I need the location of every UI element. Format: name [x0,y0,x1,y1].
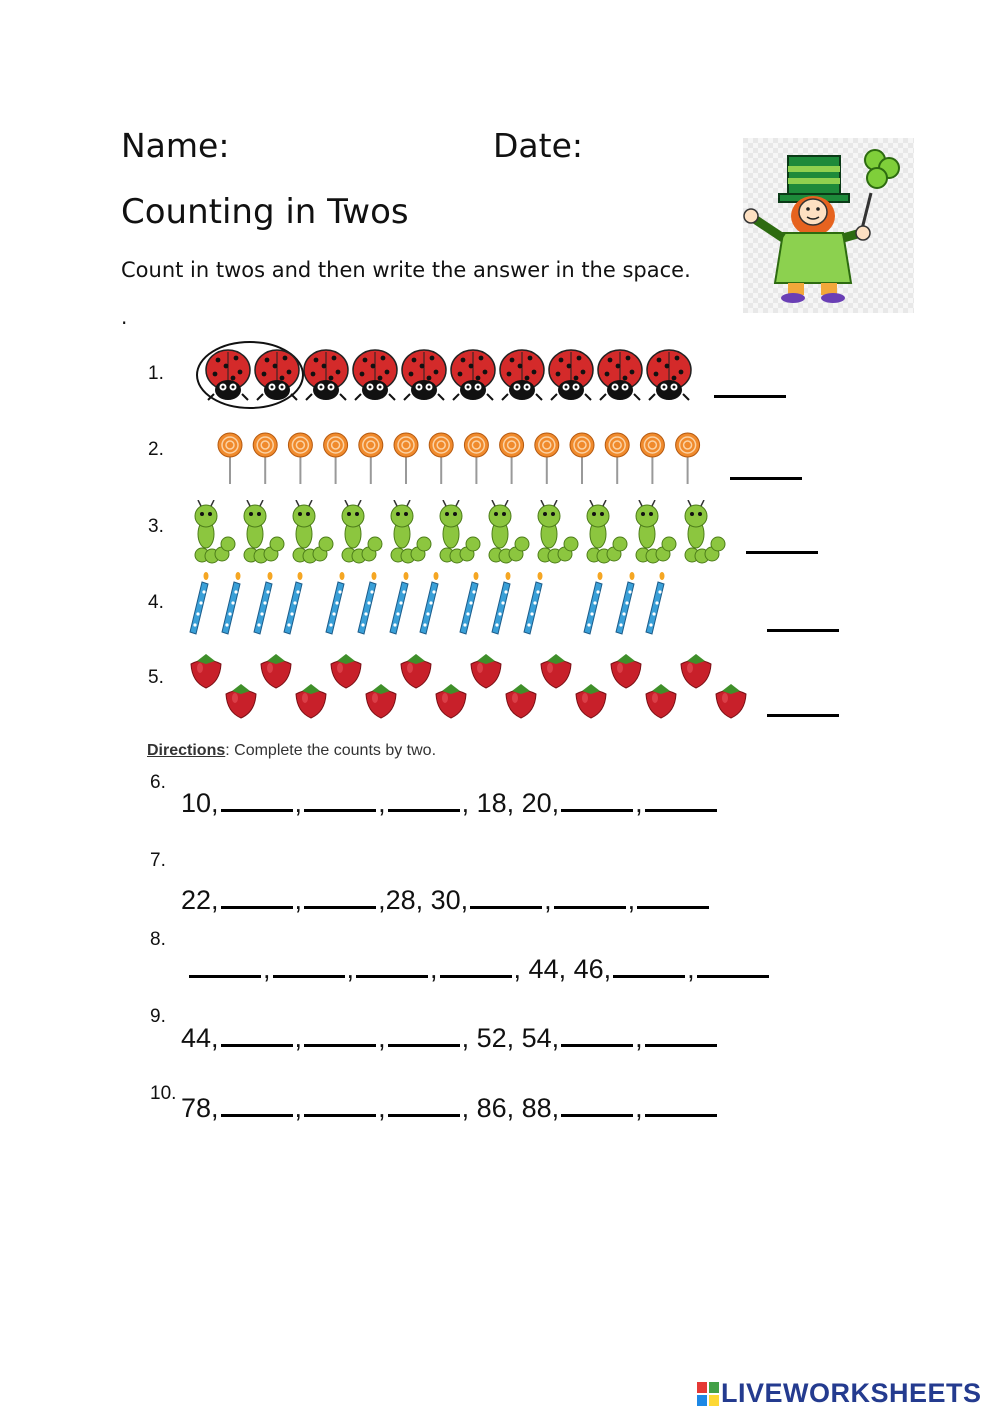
lollipop-icon [324,433,348,484]
sequence-number: , 18, 20, [461,788,560,818]
stray-dot: . [121,305,128,329]
sequence-line-9 [181,1023,719,1054]
sequence-blank[interactable] [273,955,345,978]
lollipop-icon [464,433,488,484]
question-3-number: 3. [148,516,164,537]
caterpillar-icon [489,500,529,563]
name-label: Name: [121,126,230,165]
candle-icon [390,572,409,634]
strawberry-icon [506,684,536,718]
lollipop-icon [394,433,418,484]
question-6-number: 6. [150,772,166,793]
question-7-number: 7. [150,850,166,871]
candle-icon [646,572,665,634]
ladybug-icon [451,350,495,400]
sequence-blank[interactable] [613,955,685,978]
sequence-number: , [346,954,355,984]
strawberry-icon [716,684,746,718]
sequence-number: , 44, 46, [513,954,612,984]
sequence-line-10 [181,1093,719,1124]
question-8-number: 8. [150,929,166,950]
sequence-blank[interactable] [561,789,633,812]
answer-blank-5[interactable] [767,714,839,717]
directions-text: : Complete the counts by two. [225,742,437,759]
sequence-number: , [294,1023,303,1053]
sequence-line-6 [181,788,719,819]
lollipop-icon [570,433,594,484]
sequence-blank[interactable] [388,1094,460,1117]
question-2-lollipops [212,428,712,490]
sequence-number: , [294,1093,303,1123]
caterpillar-icon [293,500,333,563]
ladybug-icon [402,350,446,400]
sequence-number: 44, [181,1023,219,1053]
sequence-blank[interactable] [388,789,460,812]
sequence-number: , [635,788,643,818]
candle-icon [460,572,479,634]
lollipop-icon [218,433,242,484]
sequence-number: ,28, 30, [378,885,469,915]
caterpillar-icon [391,500,431,563]
sequence-blank[interactable] [221,789,293,812]
question-1-ladybugs [195,340,715,412]
caterpillar-icon [685,500,725,563]
leprechaun-image [743,138,914,313]
ladybug-icon [353,350,397,400]
lollipop-icon [500,433,524,484]
date-label: Date: [493,126,583,165]
sequence-number: , [294,885,303,915]
sequence-blank[interactable] [561,1094,633,1117]
sequence-line-8 [187,954,771,985]
ladybug-icon [304,350,348,400]
sequence-blank[interactable] [221,1094,293,1117]
ladybug-icon [549,350,593,400]
sequence-blank[interactable] [304,789,376,812]
strawberry-icon [191,654,221,688]
question-3-caterpillars [188,500,738,568]
brand-text: LIVEWORKSHEETS [721,1378,982,1408]
sequence-blank[interactable] [645,1094,717,1117]
sequence-number: , 52, 54, [461,1023,560,1053]
strawberry-icon [366,684,396,718]
answer-blank-1[interactable] [714,395,786,398]
caterpillar-icon [538,500,578,563]
sequence-line-7 [181,885,711,916]
sequence-number: , [378,1023,386,1053]
lollipop-icon [605,433,629,484]
candle-icon [284,572,303,634]
question-2-number: 2. [148,439,164,460]
question-5-strawberries [186,648,756,724]
sequence-number: , [294,788,303,818]
strawberry-icon [436,684,466,718]
question-4-number: 4. [148,592,164,613]
sequence-number: , [687,954,695,984]
sequence-blank[interactable] [561,1024,633,1047]
sequence-number: , [430,954,438,984]
sequence-blank[interactable] [189,955,261,978]
candle-icon [326,572,345,634]
sequence-number: , [378,1093,386,1123]
strawberry-icon [611,654,641,688]
sequence-number: , [635,1023,643,1053]
answer-blank-3[interactable] [746,551,818,554]
sequence-blank[interactable] [697,955,769,978]
candle-icon [616,572,635,634]
ladybug-icon [500,350,544,400]
answer-blank-4[interactable] [767,629,839,632]
strawberry-icon [226,684,256,718]
question-4-candles [176,572,706,638]
ladybug-icon [598,350,642,400]
lollipop-icon [429,433,453,484]
candle-icon [358,572,377,634]
strawberry-icon [646,684,676,718]
candle-icon [190,572,209,634]
question-10-number: 10. [150,1083,177,1104]
ladybug-icon [255,350,299,400]
sequence-blank[interactable] [304,886,376,909]
strawberry-icon [541,654,571,688]
directions [147,742,436,760]
strawberry-icon [296,684,326,718]
candle-icon [254,572,273,634]
sequence-blank[interactable] [388,1024,460,1047]
candle-icon [584,572,603,634]
sequence-blank[interactable] [645,1024,717,1047]
question-9-number: 9. [150,1006,166,1027]
page-title: Counting in Twos [121,192,409,232]
caterpillar-icon [440,500,480,563]
sequence-number: , [544,885,552,915]
lollipop-icon [640,433,664,484]
candle-icon [492,572,511,634]
question-5-number: 5. [148,667,164,688]
strawberry-icon [401,654,431,688]
caterpillar-icon [244,500,284,563]
sequence-blank[interactable] [470,886,542,909]
strawberry-icon [681,654,711,688]
caterpillar-icon [195,500,235,563]
sequence-number: 22, [181,885,219,915]
lollipop-icon [535,433,559,484]
sequence-blank[interactable] [440,955,512,978]
sequence-blank[interactable] [645,789,717,812]
caterpillar-icon [636,500,676,563]
sequence-number: 10, [181,788,219,818]
sequence-blank[interactable] [221,886,293,909]
liveworksheets-icon [697,1382,719,1406]
instruction-text: Count in twos and then write the answer in the space. [121,258,691,282]
strawberry-icon [471,654,501,688]
sequence-number: , [635,1093,643,1123]
lollipop-icon [288,433,312,484]
question-1-number: 1. [148,363,164,384]
liveworksheets-logo [697,1378,982,1409]
candle-icon [524,572,543,634]
sequence-blank[interactable] [221,1024,293,1047]
ladybug-icon [647,350,691,400]
answer-blank-2[interactable] [730,477,802,480]
lollipop-icon [359,433,383,484]
caterpillar-icon [342,500,382,563]
sequence-blank[interactable] [637,886,709,909]
sequence-number: , [627,885,636,915]
sequence-blank[interactable] [304,1094,376,1117]
candle-icon [222,572,241,634]
ladybug-icon [206,350,250,400]
directions-label: Directions [147,742,226,759]
sequence-blank[interactable] [356,955,428,978]
sequence-number: 78, [181,1093,219,1123]
sequence-blank[interactable] [554,886,626,909]
sequence-number: , [378,788,386,818]
sequence-blank[interactable] [304,1024,376,1047]
candle-icon [420,572,439,634]
sequence-number: , 86, 88, [461,1093,560,1123]
strawberry-icon [331,654,361,688]
lollipop-icon [676,433,700,484]
strawberry-icon [261,654,291,688]
lollipop-icon [253,433,277,484]
caterpillar-icon [587,500,627,563]
sequence-number: , [263,954,271,984]
strawberry-icon [576,684,606,718]
